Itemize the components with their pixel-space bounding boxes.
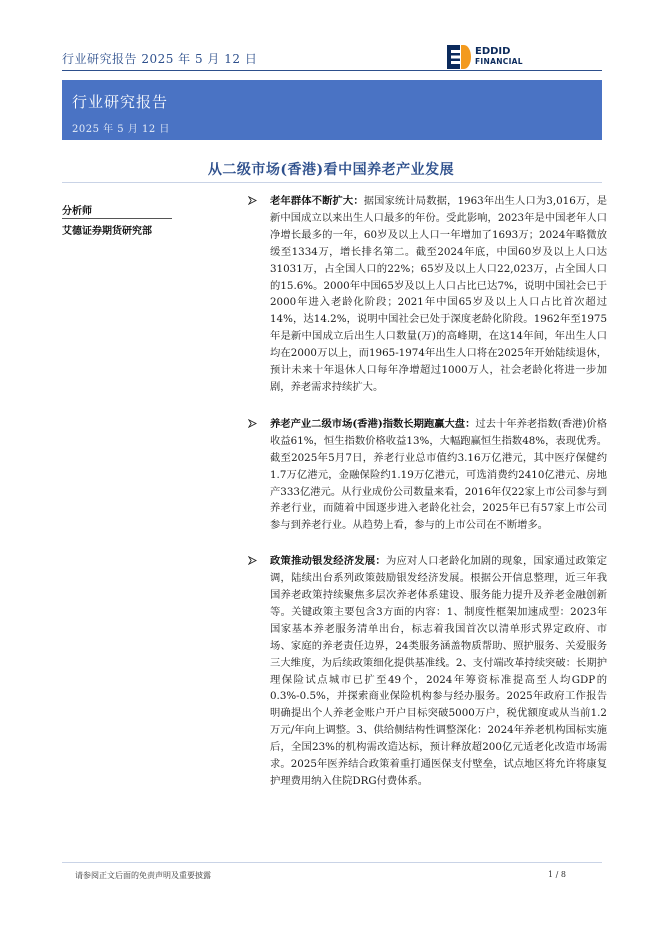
section-aging-population	[245, 193, 607, 396]
logo-text-eddid: EDDID	[475, 46, 511, 57]
section-index-performance	[245, 416, 607, 534]
banner-title: 行业研究报告	[72, 93, 169, 111]
report-title: 从二级市场(香港)看中国养老产业发展	[207, 162, 455, 178]
running-title: 行业研究报告 2025 年 5 月 12 日	[62, 52, 258, 66]
page-number: 1 / 8	[548, 870, 566, 879]
report-body	[245, 193, 607, 790]
section-lead: 养老产业二级市场(香港)指数长期跑赢大盘：	[270, 417, 476, 430]
eddid-logo-icon	[447, 45, 471, 69]
arrow-bullet-icon	[248, 556, 257, 565]
header-divider	[62, 70, 602, 71]
section-text: 过去十年养老指数(香港)价格收益61%，恒生指数价格收益13%，大幅跑赢恒生指数48%，表现优秀。截至2025年5月7日，养老行业总市值约3.16万亿港元，其中医疗保健约1.7万亿港元，金融保险约1.19万亿港元，可选消费约2410亿港元、房地产333亿港元。从行业成份公司数量来看，2016年仅22家上市公司参与到养老行业，而随着中国逐步进入老龄化社会，2025年已有57家上市公司参与到养老行业。从趋势上看，参与的上市公司在不断增多。	[270, 417, 607, 532]
eddid-logo	[447, 45, 567, 69]
section-text: 据国家统计局数据，1963年出生人口为3,016万，是新中国成立以来出生人口最多的年份。受此影响，2023年是中国老年人口净增长最多的一年，60岁及以上人口一年增加了1693万；2024年略微放缓至1334万，增长排名第二。截至2024年底，中国60岁及以上人口达31031万，占全国人口的22%；65岁及以上人口22,023万，占全国人口的15.6%。2000年中国65岁及以上人口占比已达7%，说明中国社会已于2000年进入老龄化阶段；2021年中国65岁及以上人口占比首次超过14%，达14.2%，说明中国社会已处于深度老龄化阶段。1962年至1975年是新中国成立后出生人口数量(万)的高峰期，在这14年间，年出生人口均在2000万以上，而1965-1974年出生人口将在2025年开始陆续退休，预计未来十年退休人口每年净增超过1000万人，社会老龄化将进一步加剧，养老需求持续扩大。	[270, 195, 607, 393]
page-header	[0, 0, 662, 78]
section-policy	[245, 553, 607, 790]
section-lead: 老年群体不断扩大：	[270, 195, 364, 207]
analyst-divider	[62, 218, 172, 219]
report-banner	[62, 80, 602, 140]
banner-date: 2025 年 5 月 12 日	[72, 124, 170, 135]
title-divider	[62, 182, 602, 183]
footer-divider	[62, 862, 602, 863]
footer-disclaimer: 请参阅正文后面的免责声明及重要披露	[75, 871, 211, 880]
arrow-bullet-icon	[248, 419, 257, 428]
logo-text-financial: FINANCIAL	[475, 57, 523, 66]
section-lead: 政策推动银发经济发展：	[270, 555, 386, 568]
section-text: 为应对人口老龄化加剧的现象，国家通过政策定调，陆续出台系列政策鼓励银发经济发展。根据公开信息整理，近三年我国养老政策持续聚焦多层次养老体系建设、服务能力提升及养老金融创新等。关键政策主要包含3方面的内容：1、制度性框架加速成型：2023年国家基本养老服务清单出台，标志着我国首次以清单形式界定政府、市场、家庭的养老责任边界，24类服务涵盖物质帮助、照护服务、关爱服务三大维度，为后续政策细化提供基准线。2、支付端改革持续突破：长期护理保险试点城市已扩至49个，2024年筹资标准提高至人均GDP的0.3%-0.5%，并探索商业保险机构参与经办服务。2025年政府工作报告明确提出个人养老金账户开户目标突破5000万户，税优额度或从当前1.2万元/年向上调整。3、供给侧结构性调整深化：2024年养老机构国标实施后，全国23%的机构需改造达标，预计释放超200亿元适老化改造市场需求。2025年医养结合政策着重打通医保支付壁垒，试点地区将允许将康复护理费用纳入住院DRG付费体系。	[270, 555, 608, 787]
analyst-org: 艾德证券期货研究部	[62, 226, 152, 237]
analyst-label: 分析师	[62, 206, 92, 217]
arrow-bullet-icon	[248, 196, 257, 205]
